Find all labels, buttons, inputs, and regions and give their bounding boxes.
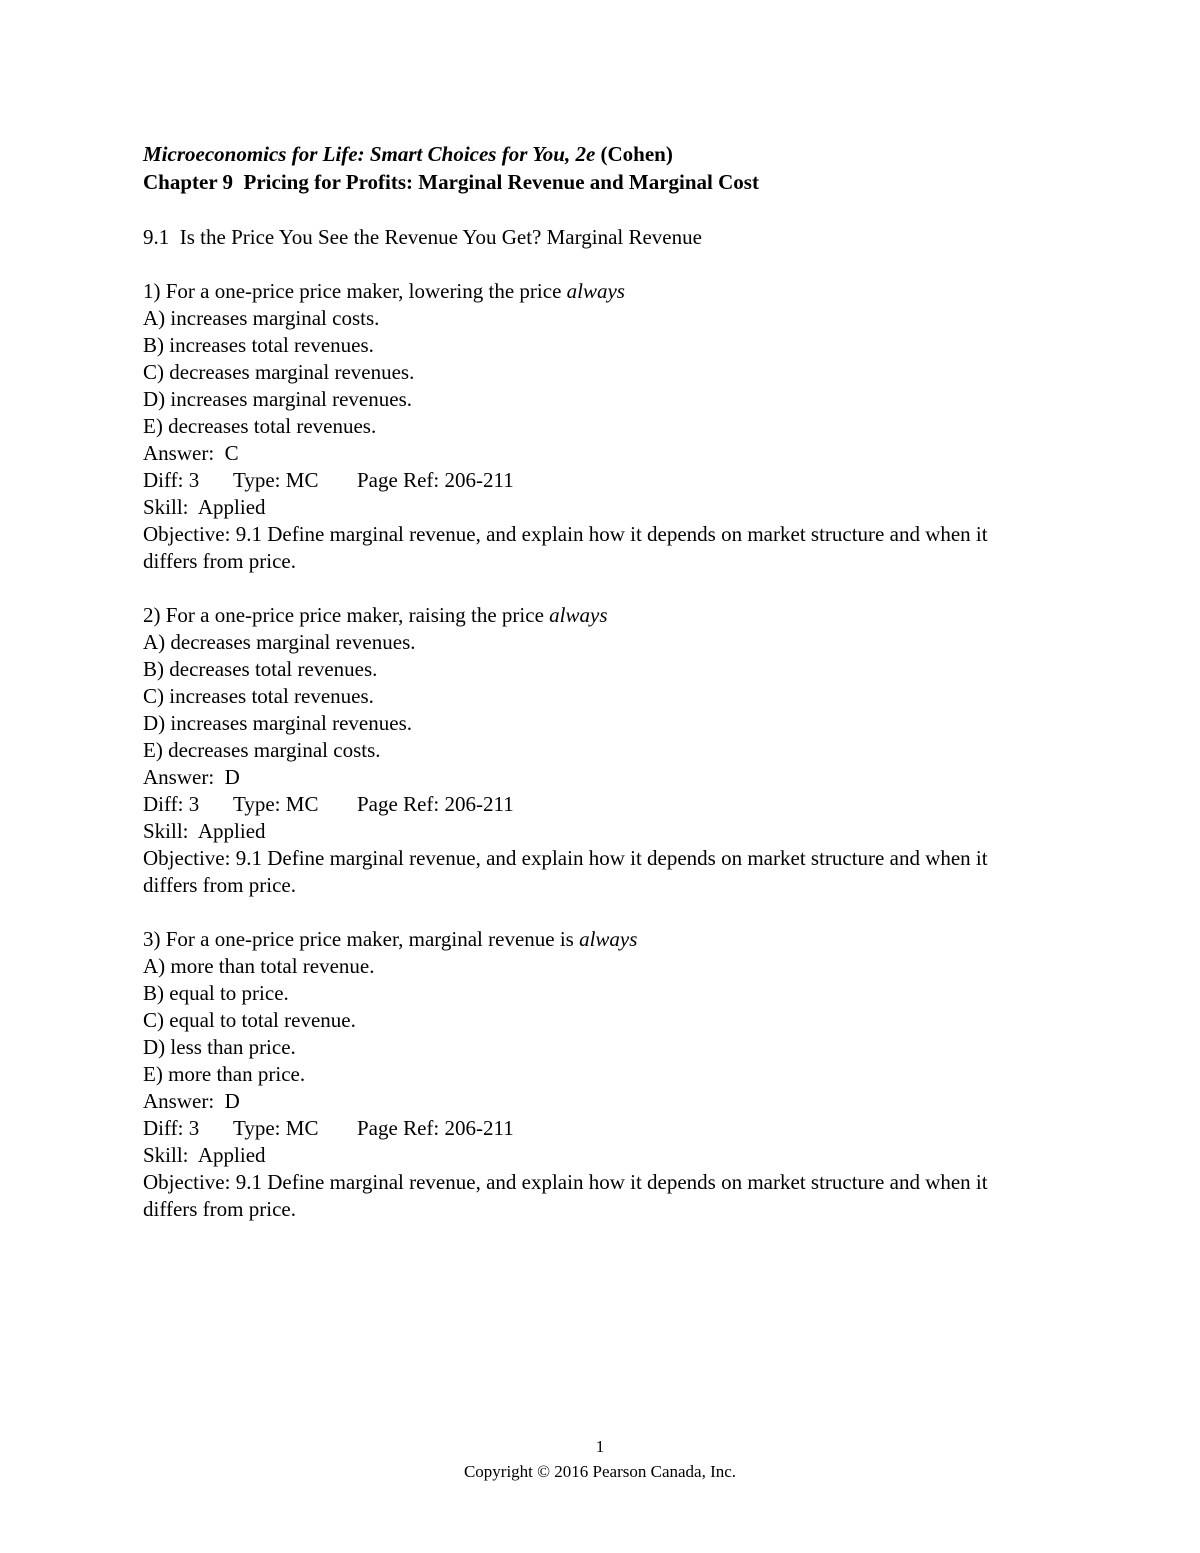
answer-option: D) less than price. [143, 1035, 296, 1059]
question-stem-text: 3) For a one-price price maker, marginal revenue is [143, 927, 580, 951]
document-page [143, 140, 1043, 1223]
page-ref: Page Ref: 206-211 [357, 1116, 514, 1140]
question-3 [143, 926, 1043, 1223]
skill: Skill: Applied [143, 819, 266, 843]
answer-key: Answer: D [143, 1089, 240, 1113]
book-title [143, 140, 1043, 168]
answer-option: D) increases marginal revenues. [143, 387, 413, 411]
objective: Objective: 9.1 Define marginal revenue, and explain how it depends on market structure and when it differs from price. [143, 846, 988, 897]
question-meta [143, 467, 1043, 494]
chapter-title: Chapter 9 Pricing for Profits: Marginal Revenue and Marginal Cost [143, 170, 759, 194]
question-stem [143, 926, 1043, 953]
answer-option: B) increases total revenues. [143, 333, 374, 357]
question-stem-emphasis: always [566, 279, 625, 303]
answer-option: A) increases marginal costs. [143, 306, 380, 330]
skill: Skill: Applied [143, 495, 266, 519]
answer-option: C) increases total revenues. [143, 684, 374, 708]
question-stem [143, 278, 1043, 305]
answer-option: B) equal to price. [143, 981, 289, 1005]
page-number: 1 [595, 1437, 605, 1456]
question-type: Type: MC [233, 468, 319, 492]
objective: Objective: 9.1 Define marginal revenue, and explain how it depends on market structure and when it differs from price. [143, 1170, 988, 1221]
difficulty: Diff: 3 [143, 468, 200, 492]
difficulty: Diff: 3 [143, 792, 200, 816]
answer-option: D) increases marginal revenues. [143, 711, 413, 735]
answer-option: C) decreases marginal revenues. [143, 360, 415, 384]
copyright-notice: Copyright © 2016 Pearson Canada, Inc. [463, 1462, 737, 1481]
answer-key: Answer: C [143, 441, 239, 465]
skill: Skill: Applied [143, 1143, 266, 1167]
page-ref: Page Ref: 206-211 [357, 792, 514, 816]
question-type: Type: MC [233, 1116, 319, 1140]
difficulty: Diff: 3 [143, 1116, 200, 1140]
answer-option: B) decreases total revenues. [143, 657, 378, 681]
question-stem-text: 1) For a one-price price maker, lowering the price [143, 279, 567, 303]
question-meta [143, 1115, 1043, 1142]
objective: Objective: 9.1 Define marginal revenue, and explain how it depends on market structure and when it differs from price. [143, 522, 988, 573]
page-ref: Page Ref: 206-211 [357, 468, 514, 492]
question-stem-emphasis: always [549, 603, 608, 627]
answer-key: Answer: D [143, 765, 240, 789]
answer-option: E) decreases total revenues. [143, 414, 377, 438]
book-title-italic: Microeconomics for Life: Smart Choices for You, 2e [143, 142, 596, 166]
answer-option: C) equal to total revenue. [143, 1008, 356, 1032]
section-heading: 9.1 Is the Price You See the Revenue You Get? Marginal Revenue [143, 225, 702, 249]
book-author: (Cohen) [595, 142, 673, 166]
question-2 [143, 602, 1043, 899]
question-meta [143, 791, 1043, 818]
question-stem [143, 602, 1043, 629]
question-type: Type: MC [233, 792, 319, 816]
answer-option: A) more than total revenue. [143, 954, 375, 978]
question-stem-text: 2) For a one-price price maker, raising the price [143, 603, 550, 627]
question-stem-emphasis: always [579, 927, 638, 951]
question-1 [143, 278, 1043, 575]
answer-option: A) decreases marginal revenues. [143, 630, 416, 654]
answer-option: E) more than price. [143, 1062, 306, 1086]
answer-option: E) decreases marginal costs. [143, 738, 381, 762]
